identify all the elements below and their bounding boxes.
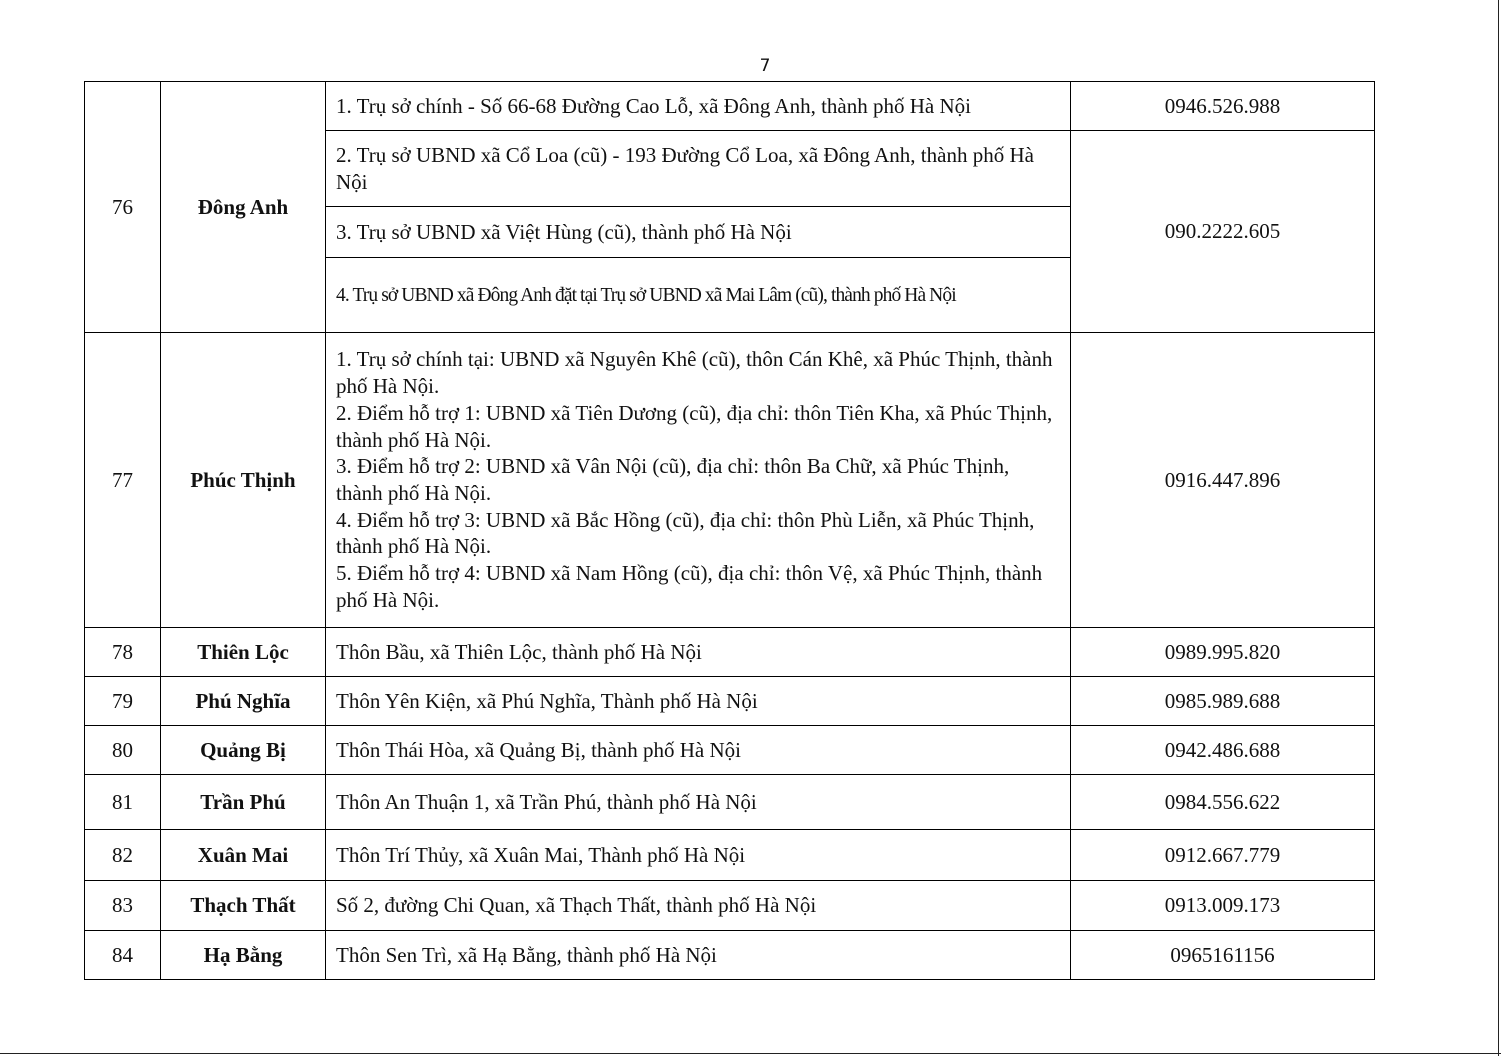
- table-row: [85, 775, 1375, 830]
- row-number: 79: [85, 677, 161, 726]
- table-row: [85, 881, 1375, 931]
- address-cell: Thôn Yên Kiện, xã Phú Nghĩa, Thành phố Hà Nội: [326, 677, 1071, 726]
- address-cell: 2. Trụ sở UBND xã Cổ Loa (cũ) - 193 Đường Cổ Loa, xã Đông Anh, thành phố Hà Nội: [326, 131, 1071, 207]
- address-cell: Thôn Thái Hòa, xã Quảng Bị, thành phố Hà Nội: [326, 726, 1071, 775]
- phone-cell: 0942.486.688: [1071, 726, 1375, 775]
- table-row: [85, 726, 1375, 775]
- table-row: [85, 82, 1375, 131]
- commune-name: Phúc Thịnh: [161, 333, 326, 628]
- commune-name: Hạ Bằng: [161, 931, 326, 980]
- office-table: [84, 81, 1375, 980]
- address-cell: Thôn Sen Trì, xã Hạ Bằng, thành phố Hà Nội: [326, 931, 1071, 980]
- table-row: [85, 830, 1375, 881]
- phone-cell: 0965161156: [1071, 931, 1375, 980]
- phone-cell: 0946.526.988: [1071, 82, 1375, 131]
- row-number: 80: [85, 726, 161, 775]
- commune-name: Đông Anh: [161, 82, 326, 333]
- phone-cell: 0912.667.779: [1071, 830, 1375, 881]
- row-number: 78: [85, 628, 161, 677]
- address-cell: 3. Trụ sở UBND xã Việt Hùng (cũ), thành phố Hà Nội: [326, 207, 1071, 258]
- address-cell: Số 2, đường Chi Quan, xã Thạch Thất, thành phố Hà Nội: [326, 881, 1071, 931]
- row-number: 83: [85, 881, 161, 931]
- row-number: 81: [85, 775, 161, 830]
- phone-cell: 090.2222.605: [1071, 131, 1375, 333]
- commune-name: Quảng Bị: [161, 726, 326, 775]
- phone-cell: 0984.556.622: [1071, 775, 1375, 830]
- row-number: 76: [85, 82, 161, 333]
- page-bottom-border: [0, 1053, 1501, 1054]
- address-cell: Thôn An Thuận 1, xã Trần Phú, thành phố Hà Nội: [326, 775, 1071, 830]
- address-line: 2. Điểm hỗ trợ 1: UBND xã Tiên Dương (cũ), địa chỉ: thôn Tiên Kha, xã Phúc Thịnh, thành phố Hà Nội.: [336, 400, 1053, 452]
- table-row: [85, 628, 1375, 677]
- phone-cell: 0985.989.688: [1071, 677, 1375, 726]
- address-line: 4. Điểm hỗ trợ 3: UBND xã Bắc Hồng (cũ), địa chỉ: thôn Phù Liễn, xã Phúc Thịnh, thành phố Hà Nội.: [336, 507, 1035, 559]
- row-number: 82: [85, 830, 161, 881]
- address-cell: Thôn Bầu, xã Thiên Lộc, thành phố Hà Nội: [326, 628, 1071, 677]
- address-cell: Thôn Trí Thủy, xã Xuân Mai, Thành phố Hà Nội: [326, 830, 1071, 881]
- phone-cell: 0913.009.173: [1071, 881, 1375, 931]
- page-right-border: [1498, 0, 1499, 1056]
- address-cell: 4. Trụ sở UBND xã Đông Anh đặt tại Trụ sở UBND xã Mai Lâm (cũ), thành phố Hà Nội: [326, 258, 1071, 333]
- table-row: [85, 931, 1375, 980]
- address-line: 5. Điểm hỗ trợ 4: UBND xã Nam Hồng (cũ), địa chỉ: thôn Vệ, xã Phúc Thịnh, thành phố Hà Nội.: [336, 561, 1043, 612]
- table-row: [85, 333, 1375, 628]
- commune-name: Xuân Mai: [161, 830, 326, 881]
- address-cell: [326, 333, 1071, 628]
- table-row: [85, 677, 1375, 726]
- phone-cell: 0989.995.820: [1071, 628, 1375, 677]
- commune-name: Trần Phú: [161, 775, 326, 830]
- page-number: 7: [759, 56, 771, 76]
- phone-cell: 0916.447.896: [1071, 333, 1375, 628]
- commune-name: Thạch Thất: [161, 881, 326, 931]
- row-number: 84: [85, 931, 161, 980]
- address-line: 3. Điểm hỗ trợ 2: UBND xã Vân Nội (cũ), địa chỉ: thôn Ba Chữ, xã Phúc Thịnh, thành phố Hà Nội.: [336, 454, 1010, 505]
- commune-name: Phú Nghĩa: [161, 677, 326, 726]
- commune-name: Thiên Lộc: [161, 628, 326, 677]
- address-line: 1. Trụ sở chính tại: UBND xã Nguyên Khê (cũ), thôn Cán Khê, xã Phúc Thịnh, thành phố Hà Nội.: [336, 347, 1053, 399]
- address-cell: 1. Trụ sở chính - Số 66-68 Đường Cao Lỗ, xã Đông Anh, thành phố Hà Nội: [326, 82, 1071, 131]
- row-number: 77: [85, 333, 161, 628]
